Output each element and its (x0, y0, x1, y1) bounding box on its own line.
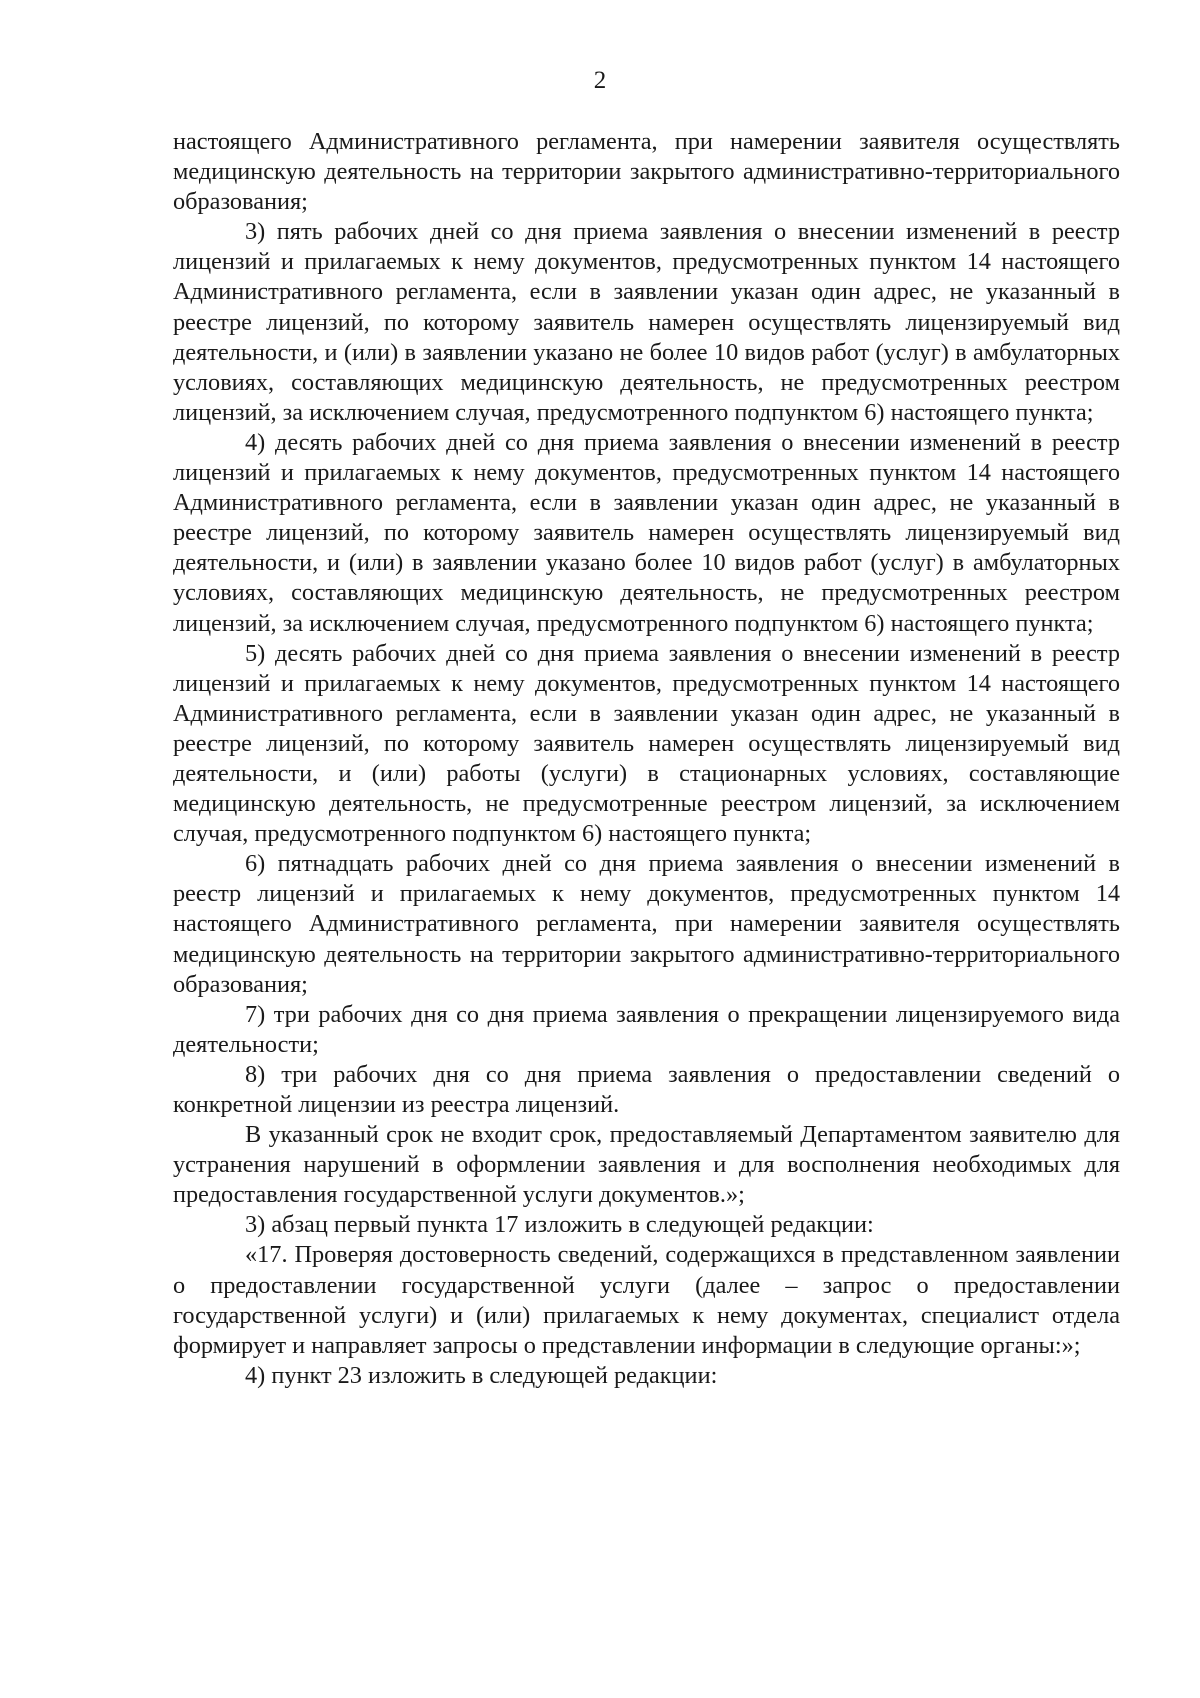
paragraph-amendment-4: 4) пункт 23 изложить в следующей редакции: (245, 1361, 718, 1389)
paragraph-clause-17: «17. Проверяя достоверность сведений, содержащихся в представленном заявлении о предоставлении государственной услуги (далее – запрос о предоставлении государственной услуги) и (или) прилагаемых к нему документах, специалист отдела формирует и направляет запросы о представлении информации в следующие органы:»; (173, 1241, 1120, 1359)
paragraph-item-8: 8) три рабочих дня со дня приема заявления о предоставлении сведений о конкретной лицензии из реестра лицензий. (173, 1060, 1120, 1118)
paragraph-item-5: 5) десять рабочих дней со дня приема заявления о внесении изменений в реестр лицензий и прилагаемых к нему документов, предусмотренных пунктом 14 настоящего Административного регламента, если в заявлении указан один адрес, не указанный в реестре лицензий, по которому заявитель намерен осуществлять лицензируемый вид деятельности, и (или) работы (услуги) в стационарных условиях, составляющие медицинскую деятельность, не предусмотренные реестром лицензий, за исключением случая, предусмотренного подпунктом 6) настоящего пункта; (173, 639, 1120, 848)
paragraph-term-note: В указанный срок не входит срок, предоставляемый Департаментом заявителю для устранения нарушений в оформлении заявления и для восполнения необходимых для предоставления государственной услуги документов.»; (173, 1121, 1120, 1209)
paragraph-amendment-3: 3) абзац первый пункта 17 изложить в следующей редакции: (245, 1211, 874, 1239)
paragraph-continuation: настоящего Административного регламента, при намерении заявителя осуществлять медицинскую деятельность на территории закрытого административно-территориального образования; (173, 128, 1120, 216)
page-number: 2 (593, 67, 607, 94)
document-body (173, 127, 1120, 1391)
paragraph-item-4: 4) десять рабочих дней со дня приема заявления о внесении изменений в реестр лицензий и прилагаемых к нему документов, предусмотренных пунктом 14 настоящего Административного регламента, если в заявлении указан один адрес, не указанный в реестре лицензий, по которому заявитель намерен осуществлять лицензируемый вид деятельности, и (или) в заявлении указано более 10 видов работ (услуг) в амбулаторных условиях, составляющих медицинскую деятельность, не предусмотренных реестром лицензий, за исключением случая, предусмотренного подпунктом 6) настоящего пункта; (173, 428, 1120, 637)
paragraph-item-3: 3) пять рабочих дней со дня приема заявления о внесении изменений в реестр лицензий и прилагаемых к нему документов, предусмотренных пунктом 14 настоящего Административного регламента, если в заявлении указан один адрес, не указанный в реестре лицензий, по которому заявитель намерен осуществлять лицензируемый вид деятельности, и (или) в заявлении указано не более 10 видов работ (услуг) в амбулаторных условиях, составляющих медицинскую деятельность, не предусмотренных реестром лицензий, за исключением случая, предусмотренного подпунктом 6) настоящего пункта; (173, 218, 1120, 426)
paragraph-item-6: 6) пятнадцать рабочих дней со дня приема заявления о внесении изменений в реестр лицензий и прилагаемых к нему документов, предусмотренных пунктом 14 настоящего Административного регламента, при намерении заявителя осуществлять медицинскую деятельность на территории закрытого административно-территориального образования; (173, 850, 1120, 998)
paragraph-item-7: 7) три рабочих дня со дня приема заявления о прекращении лицензируемого вида деятельности; (173, 1000, 1120, 1058)
